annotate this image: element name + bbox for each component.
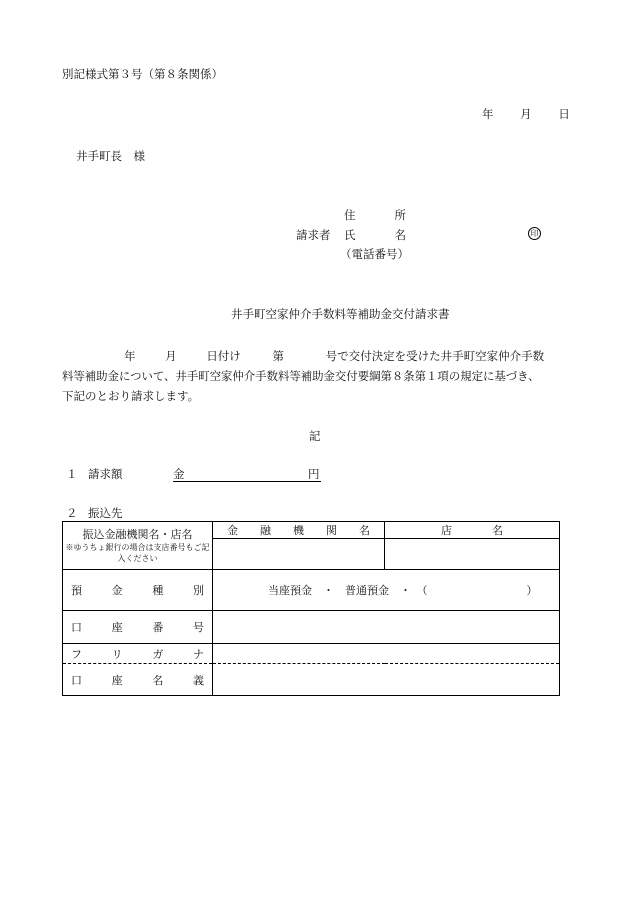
name-label: 氏 名 (344, 228, 406, 242)
document-title: 井手町空家仲介手数料等補助金交付請求書 (231, 307, 450, 321)
body-line-1: 年 月 日付け 第 号で交付決定を受けた井手町空家仲介手数 (124, 349, 545, 363)
body-line-2: 料等補助金について、井手町空家仲介手数料等補助金交付要綱第８条第１項の規定に基づき、 (62, 369, 540, 383)
deposit-options[interactable]: 当座預金 ・ 普通預金 ・ （ ） (213, 570, 560, 611)
date-month-label: 月 (520, 107, 532, 121)
date-year-label: 年 (482, 107, 494, 121)
amount-prefix: 金 (173, 467, 185, 481)
section1-label: 請求額 (88, 467, 123, 481)
account-number-field[interactable] (213, 611, 560, 644)
addressee: 井手町長 様 (76, 149, 145, 163)
amount-suffix: 円 (308, 467, 320, 481)
claimant-role-label: 請求者 (296, 228, 331, 242)
bank-transfer-table (62, 521, 560, 696)
section1-number: １ (66, 467, 78, 481)
seal-mark: 印 (528, 227, 541, 240)
date-day-label: 日 (558, 107, 570, 121)
form-label: 別記様式第３号（第８条関係） (62, 67, 223, 81)
furigana-label: フ リ ガ ナ (63, 644, 213, 664)
date-line (482, 106, 570, 122)
bank-header-note: ※ゆうちょ銀行の場合は支店番号もご記入ください (65, 543, 210, 563)
body-line-3: 下記のとおり請求します。 (62, 389, 200, 403)
deposit-type-label: 預 金 種 別 (63, 570, 213, 611)
amount-field[interactable] (173, 466, 321, 482)
bank-name-field[interactable] (213, 539, 385, 570)
col-branch-header: 店 名 (385, 522, 560, 539)
ki-heading: 記 (309, 429, 321, 443)
section2-number: ２ (66, 506, 78, 520)
phone-label: （電話番号） (340, 247, 409, 261)
address-label: 住 所 (344, 208, 406, 222)
account-name-field[interactable] (213, 664, 560, 696)
bank-header-main: 振込金融機関名・店名 (82, 528, 193, 541)
bank-header-cell (63, 522, 213, 570)
section2-label: 振込先 (88, 506, 123, 520)
account-name-label: 口 座 名 義 (63, 664, 213, 696)
branch-name-field[interactable] (385, 539, 560, 570)
col-bank-header: 金 融 機 関 名 (213, 522, 385, 539)
account-number-label: 口 座 番 号 (63, 611, 213, 644)
furigana-field[interactable] (213, 644, 560, 664)
